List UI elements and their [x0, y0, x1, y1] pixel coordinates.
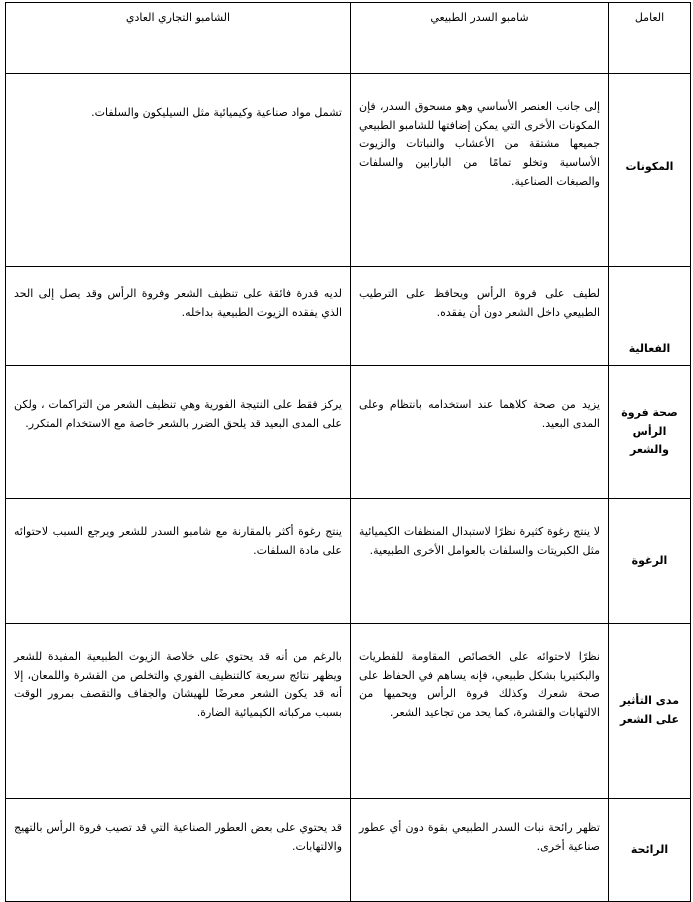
factor-cell: الرغوة	[609, 499, 691, 624]
natural-cell: لطيف على فروة الرأس ويحافظ على الترطيب الطبيعي داخل الشعر دون أن يفقده.	[351, 267, 609, 366]
table-row	[6, 499, 691, 624]
table-body	[6, 74, 691, 902]
commercial-cell: تشمل مواد صناعية وكيميائية مثل السيليكون والسلفات.	[6, 74, 351, 267]
header-factor: العامل	[609, 3, 691, 74]
commercial-cell: ينتج رغوة أكثر بالمقارنة مع شامبو السدر للشعر ويرجع السبب لاحتوائه على مادة السلفات.	[6, 499, 351, 624]
comparison-table	[5, 2, 691, 902]
table-row	[6, 799, 691, 902]
natural-cell: إلى جانب العنصر الأساسي وهو مسحوق السدر، فإن المكونات الأخرى التي يمكن إضافتها للشامبو الطبيعي جميعها مشتقة من الأعشاب والنباتات والزيوت الأساسية وتخلو تمامًا من البارابين والسلفات والصبغات الصناعية.	[351, 74, 609, 267]
table-row	[6, 624, 691, 799]
header-row	[6, 3, 691, 74]
factor-cell: المكونات	[609, 74, 691, 267]
commercial-cell: لديه قدرة فائقة على تنظيف الشعر وفروة الرأس وقد يصل إلى الحد الذي يفقده الزيوت الطبيعية بداخله.	[6, 267, 351, 366]
table-row	[6, 267, 691, 366]
factor-cell: صحة فروة الرأس والشعر	[609, 366, 691, 499]
header-commercial-shampoo: الشامبو التجاري العادي	[6, 3, 351, 74]
table-row	[6, 366, 691, 499]
natural-cell: نظرًا لاحتوائه على الخصائص المقاومة للفطريات والبكتيريا بشكل طبيعي، فإنه يساهم في الحفاظ على صحة شعرك وكذلك فروة الرأس ويحميها من الالتهابات والقشرة، كما يحد من تجاعيد الشعر.	[351, 624, 609, 799]
commercial-cell: يركز فقط على النتيجة الفورية وهي تنظيف الشعر من التراكمات ، ولكن على المدى البعيد قد يلحق الضرر بالشعر خاصة مع الاستخدام المتكرر.	[6, 366, 351, 499]
commercial-cell: بالرغم من أنه قد يحتوي على خلاصة الزيوت الطبيعية المفيدة للشعر ويظهر نتائج سريعة كالتنظيف الفوري والتخلص من القشرة واللمعان، إلا أنه قد يكون الشعر معرضًا للهيشان والجفاف والتقصف بمرور الوقت بسبب مركباته الكيميائية الضارة.	[6, 624, 351, 799]
factor-cell: الرائحة	[609, 799, 691, 902]
factor-cell: مدى التأثير على الشعر	[609, 624, 691, 799]
natural-cell: لا ينتج رغوة كثيرة نظرًا لاستبدال المنظفات الكيميائية مثل الكبريتات والسلفات بالعوامل الأخرى الطبيعية.	[351, 499, 609, 624]
factor-cell: الفعالية	[609, 267, 691, 366]
table-header	[6, 3, 691, 74]
natural-cell: تظهر رائحة نبات السدر الطبيعي بقوة دون أي عطور صناعية أخرى.	[351, 799, 609, 902]
natural-cell: يزيد من صحة كلاهما عند استخدامه بانتظام وعلى المدى البعيد.	[351, 366, 609, 499]
table-row	[6, 74, 691, 267]
header-natural-shampoo: شامبو السدر الطبيعي	[351, 3, 609, 74]
commercial-cell: قد يحتوي على بعض العطور الصناعية التي قد تصيب فروة الرأس بالتهيج والالتهابات.	[6, 799, 351, 902]
